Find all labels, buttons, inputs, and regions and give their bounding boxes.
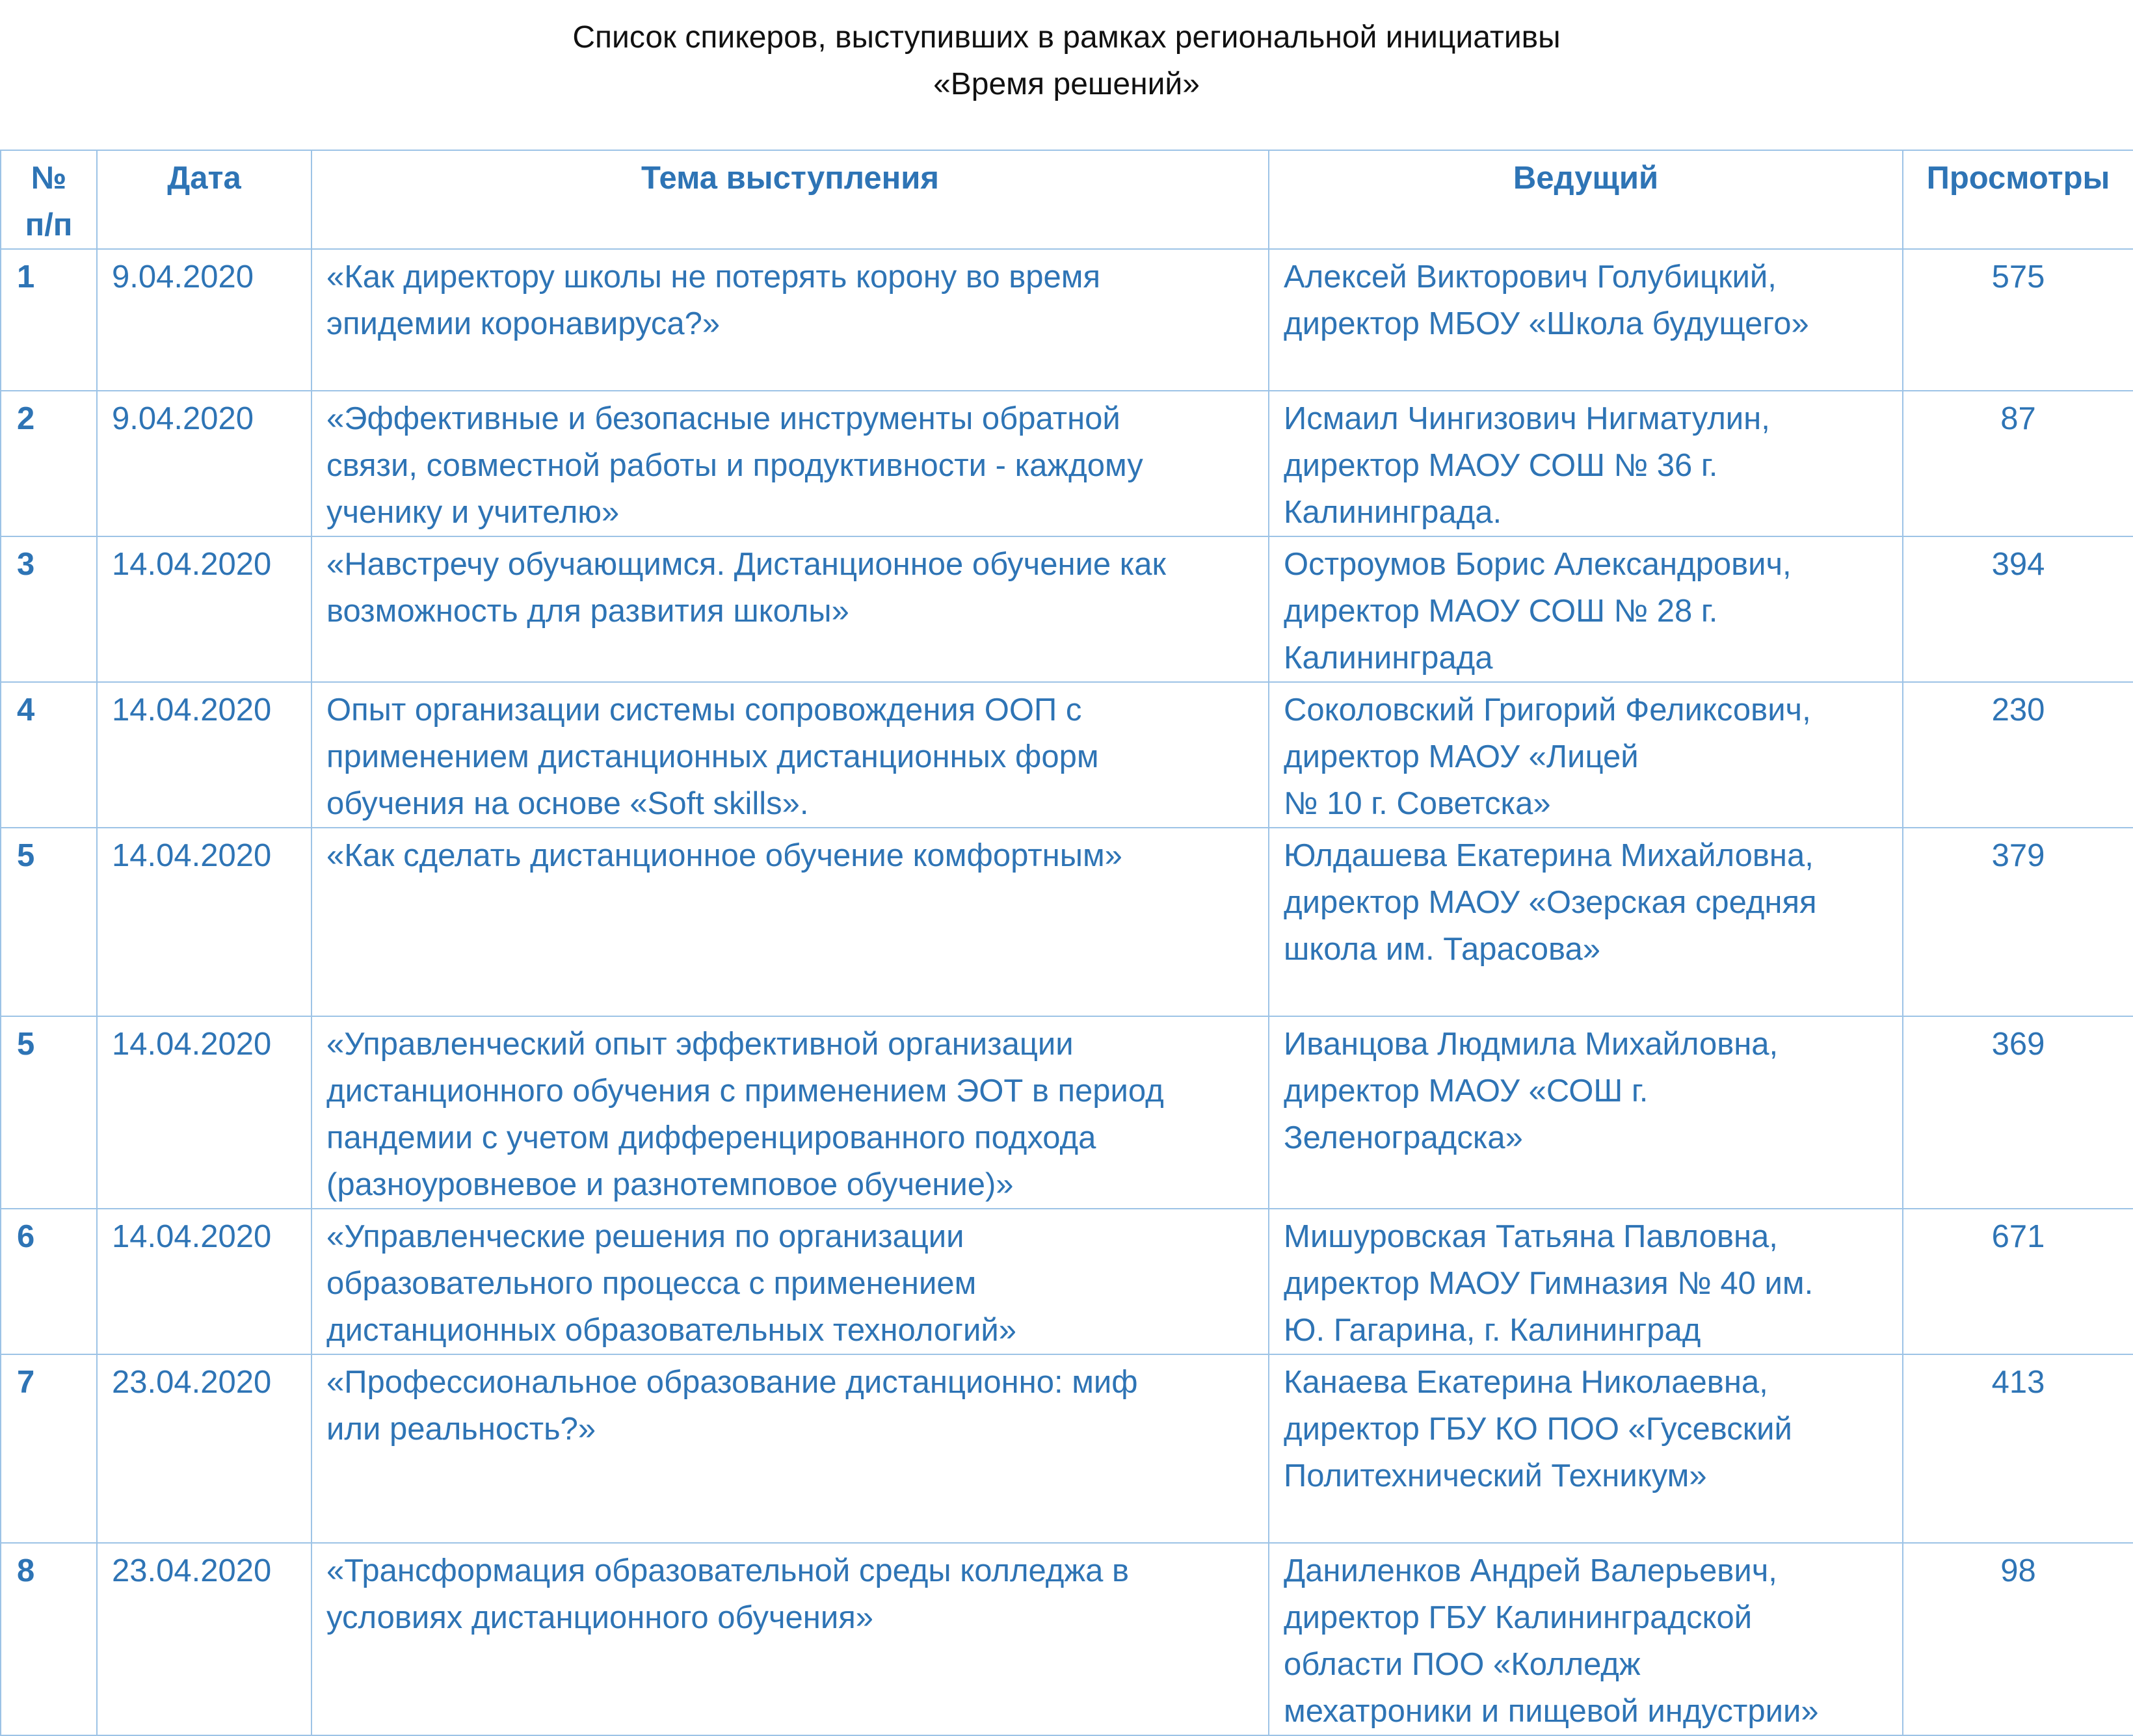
row-topic-cell (311, 1354, 1269, 1543)
host-line: директор МАОУ «Лицей (1284, 739, 1639, 774)
host-line: директор МАОУ СОШ № 28 г. (1284, 594, 1718, 629)
row-date-cell: 14.04.2020 (97, 682, 311, 828)
row-host-cell (1269, 391, 1903, 536)
row-number-cell: 5 (1, 1016, 97, 1209)
host-line: директор ГБУ Калининградской (1284, 1600, 1753, 1635)
row-date-cell: 14.04.2020 (97, 536, 311, 682)
table-row (1, 1543, 2133, 1735)
host-line: мехатроники и пищевой индустрии» (1284, 1694, 1819, 1729)
row-views-cell: 87 (1903, 391, 2133, 536)
host-line: Калининграда. (1284, 495, 1502, 530)
row-topic-cell (311, 391, 1269, 536)
topic-line: «Как сделать дистанционное обучение комфортным» (326, 838, 1122, 873)
topic-line: «Управленческие решения по организации (326, 1219, 964, 1254)
topic-line: или реальность?» (326, 1412, 596, 1447)
row-topic-cell (311, 536, 1269, 682)
table-row (1, 1209, 2133, 1354)
row-host-cell (1269, 1354, 1903, 1543)
host-line: области ПОО «Колледж (1284, 1647, 1641, 1682)
topic-line: обучения на основе «Soft skills». (326, 786, 809, 821)
topic-line: «Профессиональное образование дистанционно: миф (326, 1365, 1138, 1400)
host-line: Политехнический Техникум» (1284, 1458, 1707, 1493)
row-views-cell: 369 (1903, 1016, 2133, 1209)
topic-line: связи, совместной работы и продуктивности - каждому (326, 448, 1143, 483)
host-line: директор МАОУ «СОШ г. (1284, 1073, 1649, 1109)
table-row (1, 682, 2133, 828)
row-number-cell: 6 (1, 1209, 97, 1354)
topic-line: эпидемии коронавируса?» (326, 306, 721, 341)
topic-line: дистанционных образовательных технологий» (326, 1313, 1016, 1348)
row-number-cell: 4 (1, 682, 97, 828)
host-line: Соколовский Григорий Феликсович, (1284, 692, 1811, 728)
host-line: № 10 г. Советска» (1284, 786, 1551, 821)
row-views-cell: 394 (1903, 536, 2133, 682)
row-topic-cell (311, 1543, 1269, 1735)
table-header-row (1, 150, 2133, 249)
row-date-cell: 23.04.2020 (97, 1354, 311, 1543)
topic-line: дистанционного обучения с применением ЭОТ в период (326, 1073, 1164, 1109)
host-line: Иванцова Людмила Михайловна, (1284, 1027, 1779, 1062)
page-title-line-1: Список спикеров, выступивших в рамках региональной инициативы (572, 20, 1561, 55)
host-line: директор МБОУ «Школа будущего» (1284, 306, 1809, 341)
row-views-cell: 230 (1903, 682, 2133, 828)
row-topic-cell (311, 249, 1269, 391)
header-number (1, 150, 97, 249)
row-host-cell (1269, 682, 1903, 828)
row-host-cell (1269, 1016, 1903, 1209)
host-line: Даниленков Андрей Валерьевич, (1284, 1553, 1777, 1588)
host-line: директор МАОУ Гимназия № 40 им. (1284, 1266, 1814, 1301)
host-line: Алексей Викторович Голубицкий, (1284, 259, 1777, 295)
row-number-cell: 7 (1, 1354, 97, 1543)
topic-line: «Эффективные и безопасные инструменты обратной (326, 401, 1120, 436)
row-number-cell: 3 (1, 536, 97, 682)
header-topic: Тема выступления (311, 150, 1269, 249)
table-row (1, 391, 2133, 536)
table-row (1, 1016, 2133, 1209)
host-line: Канаева Екатерина Николаевна, (1284, 1365, 1768, 1400)
row-topic-cell (311, 1016, 1269, 1209)
topic-line: «Управленческий опыт эффективной организации (326, 1027, 1074, 1062)
row-host-cell (1269, 1209, 1903, 1354)
table-row (1, 536, 2133, 682)
topic-line: «Как директору школы не потерять корону во время (326, 259, 1101, 295)
row-date-cell: 14.04.2020 (97, 828, 311, 1016)
row-host-cell (1269, 1543, 1903, 1735)
table-body (1, 249, 2133, 1735)
row-date-cell: 23.04.2020 (97, 1543, 311, 1735)
host-line: Исмаил Чингизович Нигматулин, (1284, 401, 1770, 436)
row-views-cell: 671 (1903, 1209, 2133, 1354)
row-date-cell: 9.04.2020 (97, 391, 311, 536)
row-views-cell: 413 (1903, 1354, 2133, 1543)
header-number-line-2: п/п (25, 207, 73, 243)
page-title-line-2: «Время решений» (933, 67, 1200, 101)
row-date-cell: 14.04.2020 (97, 1209, 311, 1354)
topic-line: образовательного процесса с применением (326, 1266, 977, 1301)
row-host-cell (1269, 249, 1903, 391)
row-topic-cell (311, 1209, 1269, 1354)
host-line: директор МАОУ «Озерская средняя (1284, 885, 1817, 920)
header-views: Просмотры (1903, 150, 2133, 249)
row-number-cell: 8 (1, 1543, 97, 1735)
speakers-table (0, 150, 2133, 1736)
topic-line: возможность для развития школы» (326, 594, 849, 629)
table-row (1, 1354, 2133, 1543)
host-line: Остроумов Борис Александрович, (1284, 547, 1792, 582)
topic-line: «Трансформация образовательной среды колледжа в (326, 1553, 1129, 1588)
host-line: Юлдашева Екатерина Михайловна, (1284, 838, 1814, 873)
header-date: Дата (97, 150, 311, 249)
host-line: директор МАОУ СОШ № 36 г. (1284, 448, 1718, 483)
topic-line: пандемии с учетом дифференцированного подхода (326, 1120, 1096, 1155)
row-topic-cell (311, 828, 1269, 1016)
row-topic-cell (311, 682, 1269, 828)
header-number-line-1: № (31, 161, 67, 196)
row-number-cell: 2 (1, 391, 97, 536)
page-title (0, 14, 2133, 108)
row-date-cell: 14.04.2020 (97, 1016, 311, 1209)
topic-line: ученику и учителю» (326, 495, 620, 530)
row-number-cell: 1 (1, 249, 97, 391)
row-views-cell: 98 (1903, 1543, 2133, 1735)
topic-line: применением дистанционных дистанционных форм (326, 739, 1099, 774)
topic-line: условиях дистанционного обучения» (326, 1600, 874, 1635)
host-line: Калининграда (1284, 640, 1493, 676)
host-line: школа им. Тарасова» (1284, 932, 1600, 967)
table-row (1, 249, 2133, 391)
host-line: директор ГБУ КО ПОО «Гусевский (1284, 1412, 1792, 1447)
host-line: Мишуровская Татьяна Павловна, (1284, 1219, 1778, 1254)
header-host: Ведущий (1269, 150, 1903, 249)
topic-line: «Навстречу обучающимся. Дистанционное обучение как (326, 547, 1166, 582)
row-host-cell (1269, 536, 1903, 682)
row-number-cell: 5 (1, 828, 97, 1016)
row-views-cell: 379 (1903, 828, 2133, 1016)
row-views-cell: 575 (1903, 249, 2133, 391)
host-line: Ю. Гагарина, г. Калининград (1284, 1313, 1701, 1348)
row-host-cell (1269, 828, 1903, 1016)
row-date-cell: 9.04.2020 (97, 249, 311, 391)
topic-line: Опыт организации системы сопровождения ООП с (326, 692, 1082, 728)
topic-line: (разноуровневое и разнотемповое обучение)» (326, 1167, 1014, 1202)
table-row (1, 828, 2133, 1016)
host-line: Зеленоградска» (1284, 1120, 1523, 1155)
